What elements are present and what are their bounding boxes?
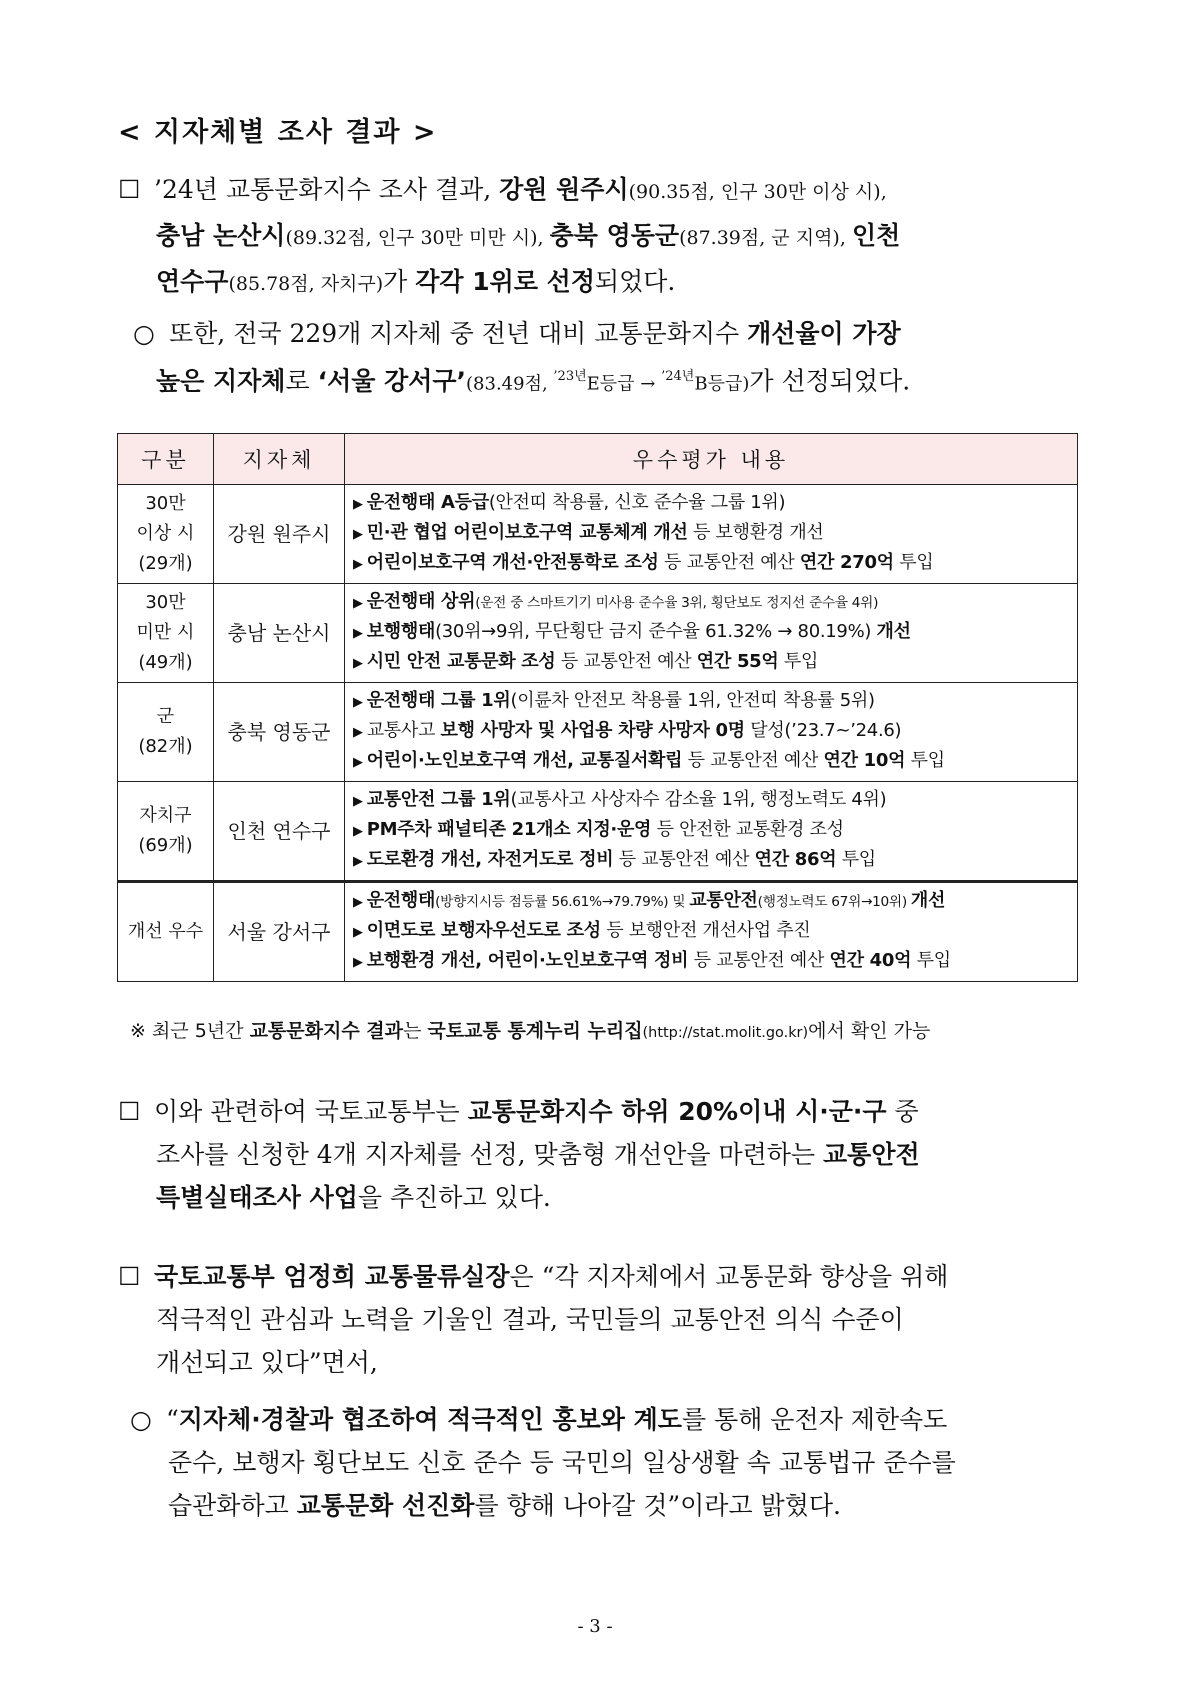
text: 를 통해 운전자 제한속도	[681, 1405, 948, 1434]
city-cell: 강원 원주시	[214, 485, 345, 584]
triangle-bullet-icon: ▶	[353, 895, 363, 910]
evaluation-item	[353, 618, 1069, 648]
text: 을 추진하고 있다.	[357, 1183, 551, 1212]
para2-line3	[118, 1176, 1078, 1219]
text: 투입	[893, 552, 934, 573]
category-cell	[118, 683, 214, 782]
category-line: 군	[156, 706, 175, 727]
text: (87.39점, 군 지역),	[679, 227, 852, 249]
triangle-bullet-icon: ▶	[353, 497, 363, 512]
bold-text: 연간 10억	[823, 750, 906, 771]
sub1-text-end: 가 선정되었다.	[749, 366, 911, 396]
bold-text: 시민 안전 교통문화 조성	[366, 651, 556, 672]
circle-marker: ○	[130, 1405, 152, 1434]
evaluation-item	[353, 588, 1069, 618]
circle-marker: ○	[133, 319, 155, 348]
evaluation-item	[353, 917, 1069, 947]
text: 달성(’23.7~’24.6)	[744, 720, 902, 741]
source-note	[130, 1016, 930, 1043]
evaluation-cell	[345, 782, 1078, 882]
triangle-bullet-icon: ▶	[353, 695, 363, 710]
sub1-line1	[133, 312, 1078, 355]
category-line: 30만	[145, 592, 186, 613]
sub2-line1	[130, 1398, 1075, 1441]
evaluation-cell	[345, 584, 1078, 683]
text: 준수, 보행자 횡단보도 신호 준수 등 국민의 일상생활 속 교통법규 준수를	[168, 1448, 956, 1477]
sub1-score: (83.49점,	[466, 373, 554, 395]
bold-text: 국토교통부 엄정희 교통물류실장	[154, 1262, 510, 1291]
category-line: (82개)	[138, 736, 193, 757]
text: 습관화하고	[168, 1491, 297, 1520]
paragraph-special-survey	[118, 1090, 1078, 1219]
evaluation-item	[353, 947, 1069, 977]
section-title: < 지자체별 조사 결과 >	[118, 117, 438, 148]
sub2-line2	[130, 1441, 1075, 1484]
triangle-bullet-icon: ▶	[353, 596, 363, 611]
category-line: 30만	[145, 493, 186, 514]
text: “	[166, 1405, 179, 1434]
bold-text: 이면도로 보행자우선도로 조성	[366, 920, 601, 941]
para2-line2	[118, 1133, 1078, 1176]
triangle-bullet-icon: ▶	[353, 755, 363, 770]
triangle-bullet-icon: ▶	[353, 794, 363, 809]
text: 투입	[905, 750, 945, 771]
para3-line3	[118, 1341, 1078, 1384]
category-line: 미만 시	[136, 622, 195, 643]
category-line: 개선 우수	[127, 921, 204, 942]
table-row	[118, 584, 1078, 683]
text: 중	[886, 1097, 919, 1126]
category-cell	[118, 584, 214, 683]
table-header-row	[118, 434, 1078, 485]
triangle-bullet-icon: ▶	[353, 854, 363, 869]
evaluation-cell	[345, 683, 1078, 782]
triangle-bullet-icon: ▶	[353, 925, 363, 940]
sub1-year24: ’24년	[661, 369, 695, 384]
text: 투입	[778, 651, 819, 672]
paragraph-director-quote	[118, 1255, 1078, 1384]
triangle-bullet-icon: ▶	[353, 557, 363, 572]
text: 최근 5년간	[151, 1020, 250, 1042]
note-text	[152, 1020, 930, 1042]
evaluation-cell	[345, 485, 1078, 584]
bold-text: 강원 원주시	[499, 175, 629, 204]
bold-text: 교통안전	[689, 890, 758, 911]
para1-line2	[118, 214, 1078, 260]
bold-text: 어린이보호구역 개선·안전통학로 조성	[366, 552, 659, 573]
category-line: (49개)	[138, 652, 193, 673]
bold-text: 연간 55억	[696, 651, 779, 672]
text: (85.78점, 자치구)	[228, 273, 384, 295]
bold-text: 연간 270억	[799, 552, 894, 573]
text: (http://stat.molit.go.kr)	[642, 1025, 809, 1041]
evaluation-item	[353, 717, 1069, 747]
bold-text: 인천	[851, 221, 901, 250]
evaluation-item	[353, 846, 1069, 876]
text: 투입	[911, 950, 951, 971]
bold-text: 도로환경 개선, 자전거도로 정비	[366, 849, 614, 870]
triangle-bullet-icon: ▶	[353, 955, 363, 970]
sub2-line3	[130, 1484, 1075, 1527]
category-line: 자치구	[139, 805, 192, 826]
header-content: 우수평가 내용	[345, 434, 1078, 485]
para2-line1	[118, 1090, 1078, 1133]
sub1-text-c: 로	[285, 366, 318, 396]
text: (이륜차 안전모 착용률 1위, 안전띠 착용률 5위)	[510, 690, 875, 711]
page-number: - 3 -	[577, 1616, 613, 1637]
text: 개선되고 있다”면서,	[156, 1348, 378, 1377]
triangle-bullet-icon: ▶	[353, 626, 363, 641]
text: 교통사고	[366, 720, 441, 741]
text: 은 “각 지자체에서 교통문화 향상을 위해	[509, 1262, 949, 1291]
note-marker: ※	[130, 1020, 146, 1042]
bold-text: 교통문화지수 하위 20%이내 시·군·구	[467, 1097, 887, 1126]
header-category: 구분	[118, 434, 214, 485]
text: 등 보행안전 개선사업 추진	[600, 920, 811, 941]
text: (30위→9위, 무단횡단 금지 준수율 61.32% → 80.19%)	[435, 621, 877, 642]
text: 등 교통안전 예산	[555, 651, 697, 672]
subpoint-improvement	[133, 312, 1078, 405]
text: 투입	[836, 849, 876, 870]
triangle-bullet-icon: ▶	[353, 527, 363, 542]
bold-text: 개선	[876, 621, 911, 642]
text: 등 교통안전 예산	[658, 552, 800, 573]
category-line: (29개)	[138, 553, 193, 574]
bold-text: 연수구	[156, 267, 229, 296]
evaluation-item	[353, 648, 1069, 678]
sub1-text-b: 개선율이 가장	[747, 319, 901, 348]
bold-text: 운전행태	[366, 890, 436, 911]
text: 등 안전한 교통환경 조성	[651, 819, 844, 840]
checkbox-marker: ☐	[118, 1262, 141, 1291]
category-cell	[118, 485, 214, 584]
table-row	[118, 882, 1078, 982]
checkbox-marker: ☐	[118, 175, 141, 204]
text: 적극적인 관심과 노력을 기울인 결과, 국민들의 교통안전 의식 수준이	[156, 1305, 904, 1334]
bold-text: 보행행태	[366, 621, 436, 642]
bold-text: 민·관 협업 어린이보호구역 교통체계 개선	[366, 522, 688, 543]
bold-text: 교통문화지수 결과	[249, 1020, 404, 1042]
bold-text: 교통문화 선진화	[296, 1491, 475, 1520]
checkbox-marker: ☐	[118, 1097, 141, 1126]
bold-text: 운전행태 A등급	[366, 492, 489, 513]
table-row	[118, 782, 1078, 882]
text: 는	[403, 1020, 428, 1042]
subpoint-quote	[130, 1398, 1075, 1527]
city-cell: 충남 논산시	[214, 584, 345, 683]
triangle-bullet-icon: ▶	[353, 725, 363, 740]
bold-text: 특별실태조사 사업	[156, 1183, 358, 1212]
sub1-line2	[133, 355, 1078, 405]
evaluation-cell	[345, 882, 1078, 982]
evaluation-item	[353, 887, 1069, 917]
text: (안전띠 착용률, 신호 준수율 그룹 1위)	[488, 492, 786, 513]
bold-text: 어린이·노인보호구역 개선, 교통질서확립	[366, 750, 683, 771]
bold-text: 보행환경 개선, 어린이·노인보호구역 정비	[366, 950, 689, 971]
bold-text: 운전행태 그룹 1위	[366, 690, 511, 711]
text: 조사를 신청한 4개 지자체를 선정, 맞춤형 개선안을 마련하는	[156, 1140, 824, 1169]
bold-text: 보행 사망자 및 사업용 차량 사망자 0명	[440, 720, 745, 741]
evaluation-item	[353, 519, 1069, 549]
sub1-bold-a: 높은 지자체	[156, 366, 286, 396]
text: (운전 중 스마트기기 미사용 준수율 3위, 횡단보도 정지선 준수율 4위)	[475, 595, 879, 611]
bold-text: 교통안전 그룹 1위	[366, 789, 511, 810]
bold-text: 운전행태 상위	[366, 591, 476, 612]
category-cell	[118, 882, 214, 982]
text: 등 교통안전 예산	[613, 849, 755, 870]
sub1-bold-gangseo: ‘서울 강서구’	[317, 366, 467, 396]
bold-text: 충북 영동군	[549, 221, 680, 250]
text: 등 보행환경 개선	[687, 522, 824, 543]
sub1-year23: ’23년	[553, 369, 587, 384]
bold-text: 연간 86억	[754, 849, 837, 870]
para1-line3	[118, 260, 1078, 306]
evaluation-item	[353, 816, 1069, 846]
evaluation-item	[353, 549, 1069, 579]
text: ’24년 교통문화지수 조사 결과,	[154, 175, 500, 204]
triangle-bullet-icon: ▶	[353, 656, 363, 671]
para3-line2	[118, 1298, 1078, 1341]
text: 되었다.	[594, 267, 676, 296]
text: (방향지시등 점등률 56.61%→79.79%) 및	[435, 894, 690, 910]
bold-text: 국토교통 통계누리 누리집	[427, 1020, 643, 1042]
evaluation-item	[353, 786, 1069, 816]
paragraph-results	[118, 168, 1078, 306]
table-row	[118, 485, 1078, 584]
para3-line1	[118, 1255, 1078, 1298]
sub1-grade-e: E등급 →	[586, 373, 662, 395]
text: 를 향해 나아갈 것”이라고 밝혔다.	[474, 1491, 841, 1520]
city-cell: 인천 연수구	[214, 782, 345, 882]
bold-text: 각각 1위로 선정	[415, 267, 595, 296]
header-city: 지자체	[214, 434, 345, 485]
text: (90.35점, 인구 30만 이상 시),	[628, 181, 887, 203]
para1-line1	[118, 168, 1078, 214]
text: (89.32점, 인구 30만 미만 시),	[285, 227, 550, 249]
text: 등 교통안전 예산	[688, 950, 830, 971]
triangle-bullet-icon: ▶	[353, 824, 363, 839]
category-line: 이상 시	[136, 523, 195, 544]
text: 가	[383, 267, 416, 296]
bold-text: 연간 40억	[829, 950, 912, 971]
evaluation-item	[353, 489, 1069, 519]
text: (행정노력도 67위→10위)	[757, 894, 911, 910]
sub1-grade-b: B등급)	[694, 373, 750, 395]
category-cell	[118, 782, 214, 882]
evaluation-item	[353, 747, 1069, 777]
results-table	[117, 433, 1078, 982]
sub1-text-a: 또한, 전국 229개 지자체 중 전년 대비 교통문화지수	[169, 319, 748, 348]
text: (교통사고 사상자수 감소율 1위, 행정노력도 4위)	[510, 789, 887, 810]
bold-text: PM주차 패널티존 21개소 지정·운영	[366, 819, 652, 840]
category-line: (69개)	[138, 835, 193, 856]
bold-text: 교통안전	[823, 1140, 920, 1169]
text: 등 교통안전 예산	[682, 750, 824, 771]
text: 이와 관련하여 국토교통부는	[154, 1097, 468, 1126]
city-cell: 서울 강서구	[214, 882, 345, 982]
table-row	[118, 683, 1078, 782]
bold-text: 개선	[910, 890, 946, 911]
evaluation-item	[353, 687, 1069, 717]
text: 에서 확인 가능	[808, 1020, 931, 1042]
bold-text: 충남 논산시	[156, 221, 286, 250]
city-cell: 충북 영동군	[214, 683, 345, 782]
bold-text: 지자체·경찰과 협조하여 적극적인 홍보와 계도	[178, 1405, 682, 1434]
